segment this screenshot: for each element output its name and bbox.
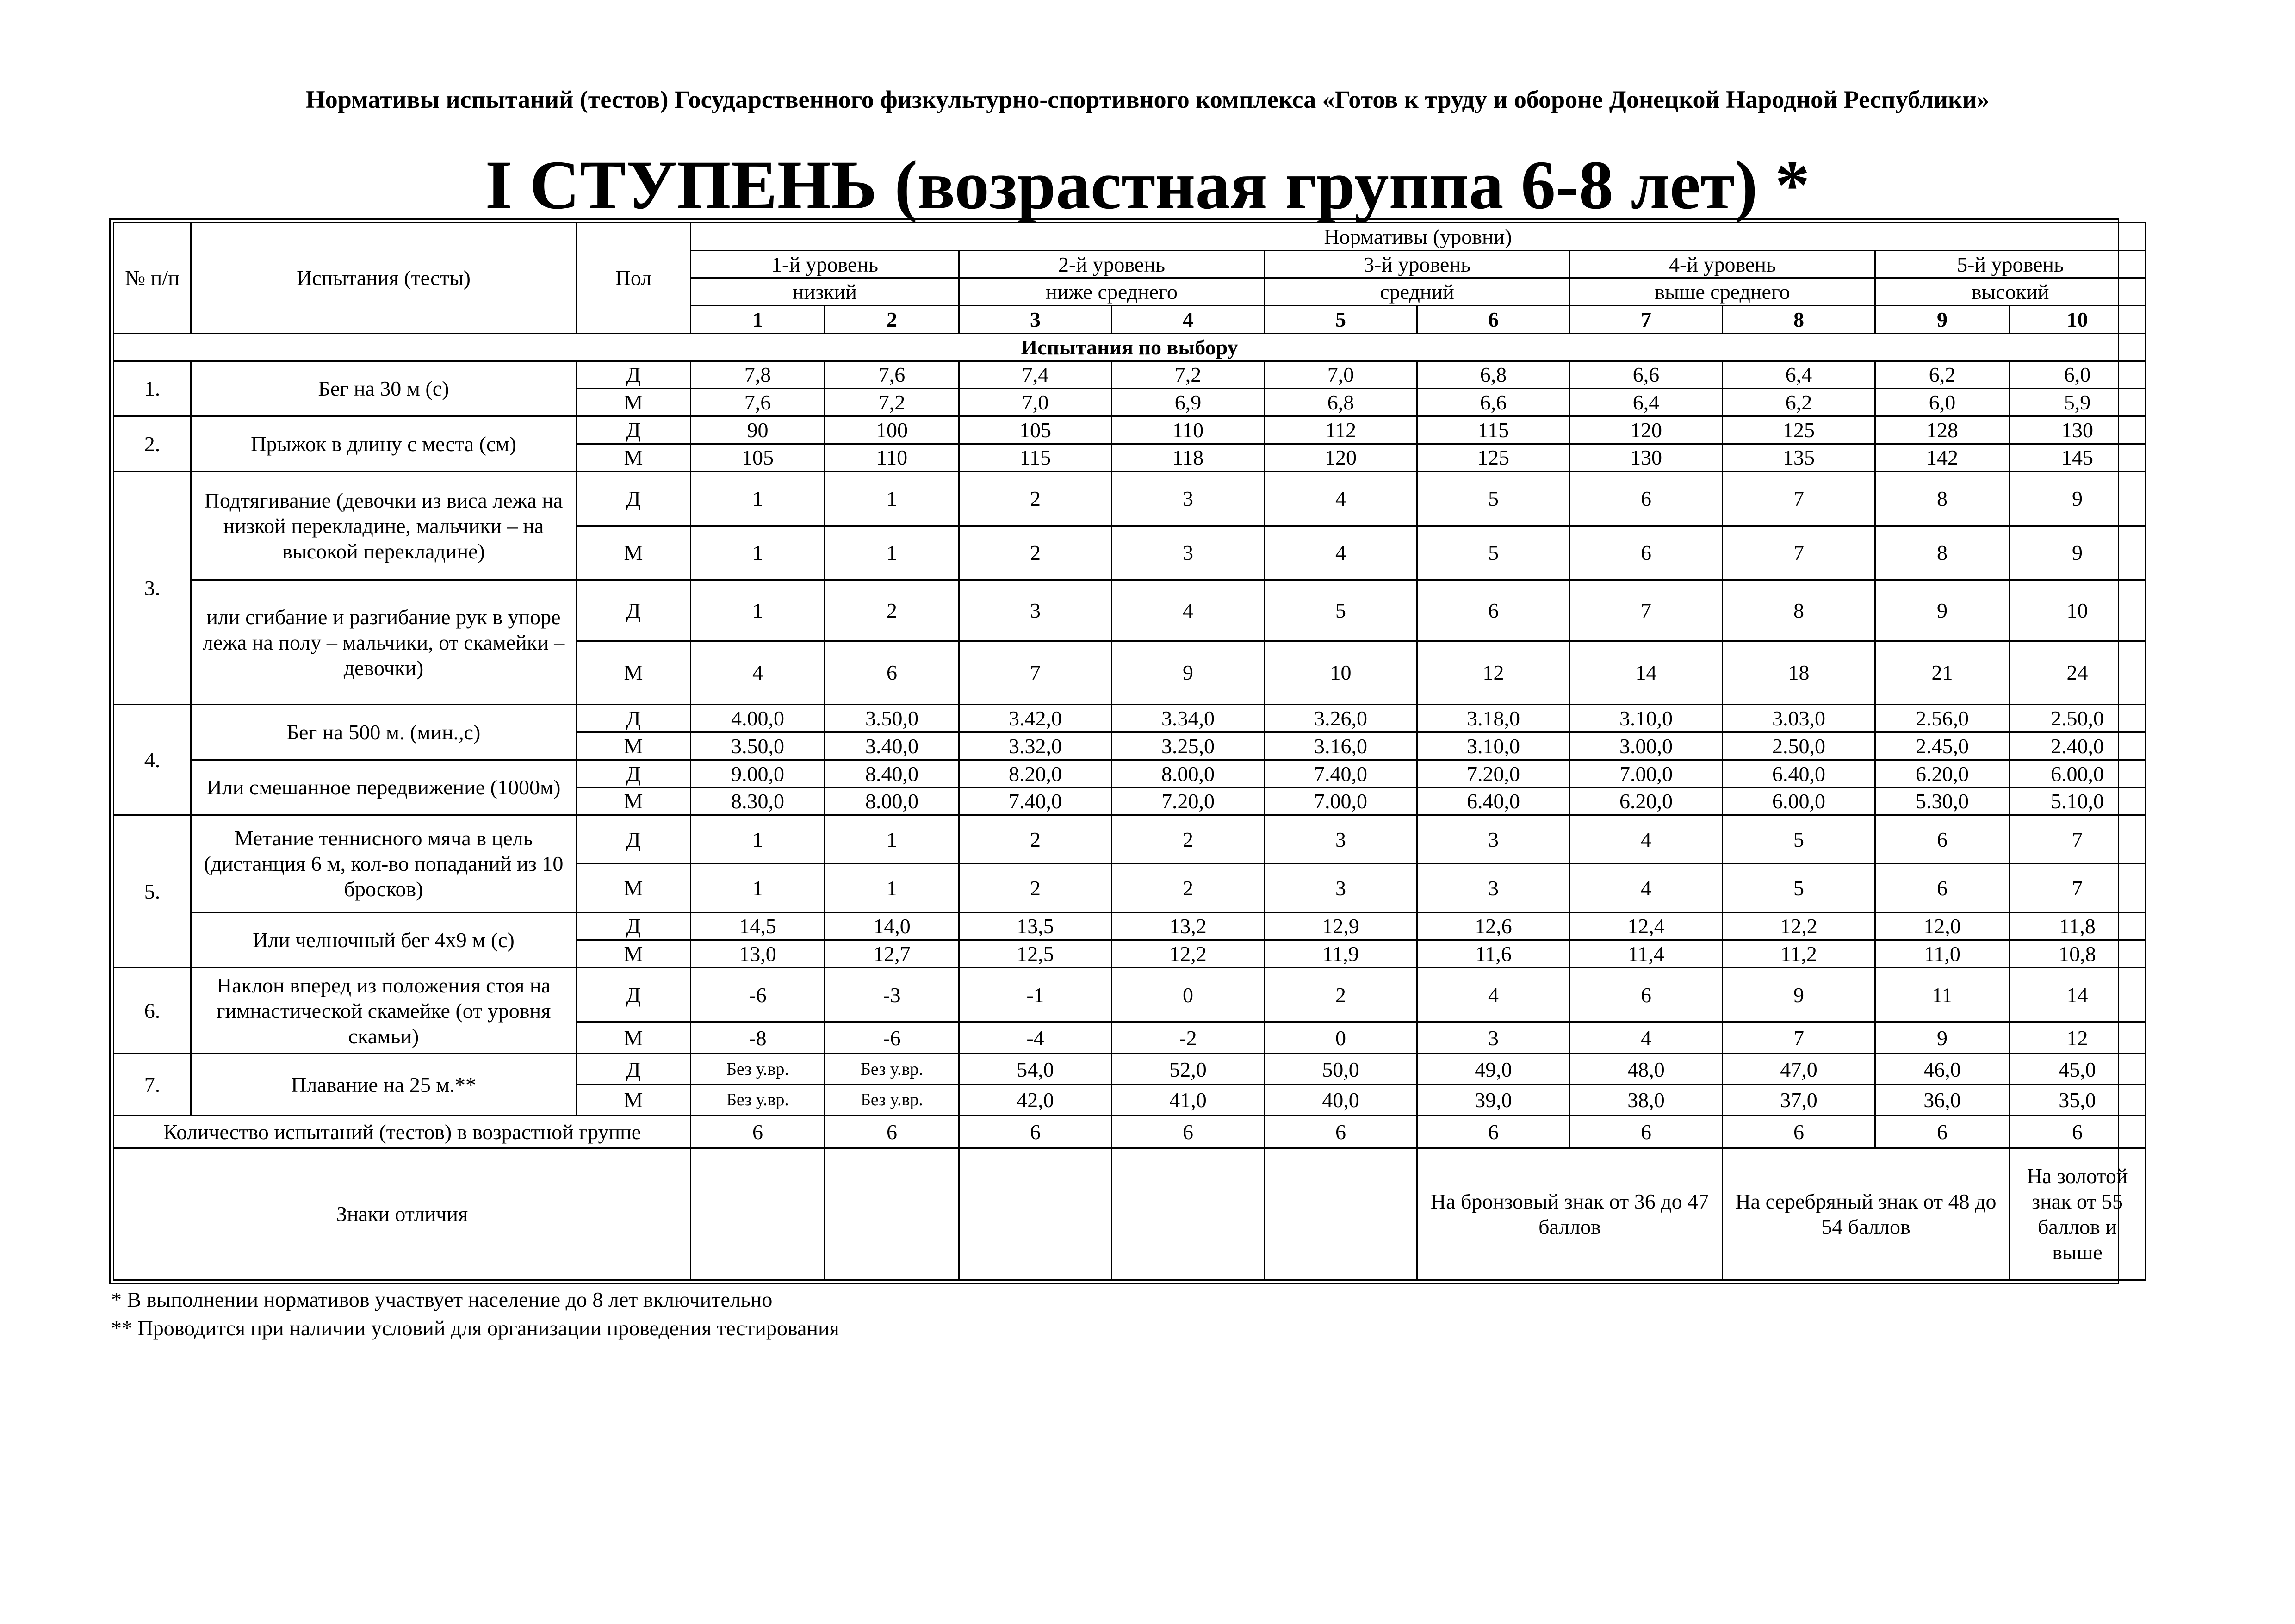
score-cell: 3.25,0 — [1112, 732, 1265, 760]
score-cell: 115 — [1417, 416, 1570, 444]
score-cell: 0 — [1265, 1022, 1417, 1054]
sex-cell: Д — [577, 361, 691, 389]
score-cell: 3.10,0 — [1570, 705, 1723, 732]
test-number: 3. — [114, 471, 191, 705]
score-cell: 105 — [959, 416, 1112, 444]
sex-cell: М — [577, 526, 691, 580]
score-cell: 4 — [1570, 1022, 1723, 1054]
score-cell: 5 — [1417, 471, 1570, 526]
badge-empty-cell — [691, 1148, 825, 1280]
score-cell: 24 — [2010, 641, 2146, 705]
score-cell: 110 — [825, 444, 959, 471]
score-cell: 7.20,0 — [1417, 760, 1570, 787]
score-col-3: 3 — [959, 306, 1112, 334]
score-cell: 3 — [1265, 815, 1417, 864]
score-cell: 1 — [691, 864, 825, 912]
score-cell: 1 — [825, 815, 959, 864]
score-cell: 3.32,0 — [959, 732, 1112, 760]
header-num: № п/п — [114, 223, 191, 334]
score-cell: 6 — [1570, 526, 1723, 580]
score-cell: 7,8 — [691, 361, 825, 389]
score-cell: 2 — [1265, 967, 1417, 1022]
score-cell: 8.40,0 — [825, 760, 959, 787]
score-cell: 112 — [1265, 416, 1417, 444]
sex-cell: Д — [577, 912, 691, 940]
table-row — [114, 967, 2146, 1022]
score-cell: 4 — [1265, 471, 1417, 526]
header-level-name-5: высокий — [1875, 278, 2146, 306]
score-cell: 7.20,0 — [1112, 787, 1265, 815]
footnote-2: ** Проводится при наличии условий для организации проведения тестирования — [111, 1316, 839, 1340]
score-cell: 120 — [1570, 416, 1723, 444]
score-cell: 50,0 — [1265, 1054, 1417, 1085]
score-cell: 5 — [1417, 526, 1570, 580]
score-cell: 8.00,0 — [825, 787, 959, 815]
score-cell: 37,0 — [1723, 1085, 1875, 1116]
score-col-4: 4 — [1112, 306, 1265, 334]
count-cell: 6 — [825, 1116, 959, 1148]
header-test: Испытания (тесты) — [191, 223, 577, 334]
sex-cell: М — [577, 864, 691, 912]
score-cell: 130 — [1570, 444, 1723, 471]
score-cell: 7 — [1723, 471, 1875, 526]
document-header: Нормативы испытаний (тестов) Государственного физкультурно-спортивного комплекса «Готов к труду и обороне Донецкой Народной Республики» — [305, 86, 1990, 113]
score-cell: 12 — [1417, 641, 1570, 705]
score-cell: 6.00,0 — [1723, 787, 1875, 815]
score-cell: -4 — [959, 1022, 1112, 1054]
badge-empty-cell — [959, 1148, 1112, 1280]
norms-table-frame — [109, 218, 2128, 1284]
sex-cell: Д — [577, 760, 691, 787]
score-cell: 3 — [959, 580, 1112, 641]
score-cell: 6 — [825, 641, 959, 705]
score-cell: 2 — [825, 580, 959, 641]
score-cell: 6 — [1570, 967, 1723, 1022]
score-cell: 2.50,0 — [1723, 732, 1875, 760]
score-cell: 100 — [825, 416, 959, 444]
score-cell: 1 — [691, 815, 825, 864]
test-name: Метание теннисного мяча в цель (дистанция 6 м, кол-во попаданий из 10 бросков) — [191, 815, 577, 912]
score-cell: 145 — [2010, 444, 2146, 471]
score-cell: 125 — [1417, 444, 1570, 471]
score-cell: 2 — [1112, 815, 1265, 864]
count-cell: 6 — [1723, 1116, 1875, 1148]
score-cell: 6 — [1875, 815, 2010, 864]
score-cell: 48,0 — [1570, 1054, 1723, 1085]
score-cell: 3.40,0 — [825, 732, 959, 760]
score-cell: 47,0 — [1723, 1054, 1875, 1085]
score-cell: 1 — [825, 526, 959, 580]
score-cell: 7.00,0 — [1265, 787, 1417, 815]
score-cell: 13,0 — [691, 940, 825, 968]
badge-bronze: На бронзовый знак от 36 до 47 баллов — [1417, 1148, 1723, 1280]
score-cell: 12,7 — [825, 940, 959, 968]
table-row — [114, 1054, 2146, 1085]
score-cell: 7,2 — [825, 389, 959, 416]
score-cell: 2 — [959, 471, 1112, 526]
score-col-1: 1 — [691, 306, 825, 334]
score-cell: 6,2 — [1875, 361, 2010, 389]
score-cell: 52,0 — [1112, 1054, 1265, 1085]
score-col-5: 5 — [1265, 306, 1417, 334]
score-cell: 2.50,0 — [2010, 705, 2146, 732]
score-cell: 7 — [959, 641, 1112, 705]
sex-cell: М — [577, 444, 691, 471]
score-cell: Без у.вр. — [825, 1054, 959, 1085]
score-cell: 1 — [691, 526, 825, 580]
score-cell: 7 — [2010, 864, 2146, 912]
score-cell: 10 — [1265, 641, 1417, 705]
score-cell: 6.40,0 — [1417, 787, 1570, 815]
score-cell: 3.10,0 — [1417, 732, 1570, 760]
score-cell: 21 — [1875, 641, 2010, 705]
score-cell: 128 — [1875, 416, 2010, 444]
score-cell: 11,9 — [1265, 940, 1417, 968]
score-cell: 6,9 — [1112, 389, 1265, 416]
test-name: Прыжок в длину с места (см) — [191, 416, 577, 471]
score-cell: 5,9 — [2010, 389, 2146, 416]
score-cell: 2 — [959, 864, 1112, 912]
score-cell: -8 — [691, 1022, 825, 1054]
score-cell: 3.18,0 — [1417, 705, 1570, 732]
score-cell: 6,6 — [1570, 361, 1723, 389]
score-cell: -2 — [1112, 1022, 1265, 1054]
score-cell: 118 — [1112, 444, 1265, 471]
footnotes — [111, 1285, 839, 1343]
score-cell: 115 — [959, 444, 1112, 471]
score-cell: 3.00,0 — [1570, 732, 1723, 760]
score-cell: Без у.вр. — [691, 1085, 825, 1116]
score-cell: 5 — [1265, 580, 1417, 641]
score-cell: 120 — [1265, 444, 1417, 471]
sex-cell: М — [577, 787, 691, 815]
sex-cell: Д — [577, 580, 691, 641]
score-cell: 7 — [1723, 526, 1875, 580]
score-cell: 54,0 — [959, 1054, 1112, 1085]
score-cell: 18 — [1723, 641, 1875, 705]
header-norms: Нормативы (уровни) — [691, 223, 2146, 251]
score-cell: 4 — [1570, 864, 1723, 912]
count-cell: 6 — [691, 1116, 825, 1148]
score-cell: 6,4 — [1723, 361, 1875, 389]
sex-cell: Д — [577, 471, 691, 526]
score-cell: 1 — [825, 864, 959, 912]
score-cell: 5.10,0 — [2010, 787, 2146, 815]
score-cell: 7.40,0 — [1265, 760, 1417, 787]
table-row — [114, 361, 2146, 389]
score-cell: 6.20,0 — [1875, 760, 2010, 787]
sex-cell: М — [577, 732, 691, 760]
score-cell: 8.00,0 — [1112, 760, 1265, 787]
score-cell: 41,0 — [1112, 1085, 1265, 1116]
table-row — [114, 912, 2146, 940]
header-level-1: 1-й уровень — [691, 250, 959, 278]
score-cell: 5 — [1723, 864, 1875, 912]
score-cell: 6,0 — [2010, 361, 2146, 389]
score-cell: 90 — [691, 416, 825, 444]
sex-cell: Д — [577, 967, 691, 1022]
score-cell: 12,5 — [959, 940, 1112, 968]
score-cell: 12,2 — [1112, 940, 1265, 968]
score-cell: 3.42,0 — [959, 705, 1112, 732]
score-cell: 12,2 — [1723, 912, 1875, 940]
test-name: Бег на 500 м. (мин.,с) — [191, 705, 577, 760]
header-level-name-2: ниже среднего — [959, 278, 1265, 306]
score-cell: 8 — [1723, 580, 1875, 641]
score-cell: 10,8 — [2010, 940, 2146, 968]
score-cell: 3 — [1112, 471, 1265, 526]
score-cell: 9 — [2010, 526, 2146, 580]
badge-silver: На серебряный знак от 48 до 54 баллов — [1723, 1148, 2010, 1280]
score-cell: 11,6 — [1417, 940, 1570, 968]
score-cell: 7 — [1723, 1022, 1875, 1054]
score-cell: 14 — [2010, 967, 2146, 1022]
table-row — [114, 760, 2146, 787]
count-cell: 6 — [1417, 1116, 1570, 1148]
score-cell: 3.50,0 — [825, 705, 959, 732]
score-cell: 14 — [1570, 641, 1723, 705]
score-cell: 7.00,0 — [1570, 760, 1723, 787]
score-cell: 9 — [1112, 641, 1265, 705]
badge-empty-cell — [825, 1148, 959, 1280]
score-cell: 5 — [1723, 815, 1875, 864]
count-cell: 6 — [2010, 1116, 2146, 1148]
header-level-5: 5-й уровень — [1875, 250, 2146, 278]
test-name: Наклон вперед из положения стоя на гимнастической скамейке (от уровня скамьи) — [191, 967, 577, 1054]
sex-cell: М — [577, 1022, 691, 1054]
table-row — [114, 471, 2146, 526]
test-name: Подтягивание (девочки из виса лежа на низкой перекладине, мальчики – на высокой перекладине) — [191, 471, 577, 580]
score-cell: 3.26,0 — [1265, 705, 1417, 732]
score-cell: 5.30,0 — [1875, 787, 2010, 815]
header-level-name-4: выше среднего — [1570, 278, 1875, 306]
score-cell: 3 — [1112, 526, 1265, 580]
score-cell: 110 — [1112, 416, 1265, 444]
badge-empty-cell — [1265, 1148, 1417, 1280]
test-number: 7. — [114, 1054, 191, 1116]
score-cell: 11,2 — [1723, 940, 1875, 968]
score-cell: 4.00,0 — [691, 705, 825, 732]
score-cell: 7,2 — [1112, 361, 1265, 389]
score-cell: 12,6 — [1417, 912, 1570, 940]
score-cell: 6.00,0 — [2010, 760, 2146, 787]
score-cell: -6 — [691, 967, 825, 1022]
score-cell: 14,5 — [691, 912, 825, 940]
score-cell: 6.40,0 — [1723, 760, 1875, 787]
score-cell: 7,6 — [691, 389, 825, 416]
test-number: 4. — [114, 705, 191, 815]
score-col-9: 9 — [1875, 306, 2010, 334]
score-cell: 6,8 — [1265, 389, 1417, 416]
score-cell: 2 — [959, 815, 1112, 864]
header-level-2: 2-й уровень — [959, 250, 1265, 278]
score-cell: 9 — [2010, 471, 2146, 526]
score-cell: 39,0 — [1417, 1085, 1570, 1116]
test-number: 1. — [114, 361, 191, 416]
sex-cell: Д — [577, 815, 691, 864]
score-cell: 3 — [1417, 864, 1570, 912]
score-cell: 12 — [2010, 1022, 2146, 1054]
test-name: Плавание на 25 м.** — [191, 1054, 577, 1116]
table-row — [114, 416, 2146, 444]
score-cell: 6 — [1570, 471, 1723, 526]
score-cell: 2.40,0 — [2010, 732, 2146, 760]
score-cell: 35,0 — [2010, 1085, 2146, 1116]
table-row — [114, 705, 2146, 732]
score-col-6: 6 — [1417, 306, 1570, 334]
score-cell: 6,4 — [1570, 389, 1723, 416]
score-cell: 40,0 — [1265, 1085, 1417, 1116]
norms-table — [113, 222, 2146, 1281]
count-cell: 6 — [1112, 1116, 1265, 1148]
score-cell: 3.34,0 — [1112, 705, 1265, 732]
score-cell: 7,0 — [959, 389, 1112, 416]
table-row — [114, 815, 2146, 864]
badge-gold: На золотой знак от 55 баллов и выше — [2010, 1148, 2146, 1280]
score-cell: 8 — [1875, 526, 2010, 580]
score-cell: 45,0 — [2010, 1054, 2146, 1085]
score-cell: Без у.вр. — [825, 1085, 959, 1116]
score-cell: -3 — [825, 967, 959, 1022]
score-cell: 6 — [1417, 580, 1570, 641]
table-row — [114, 580, 2146, 641]
score-col-8: 8 — [1723, 306, 1875, 334]
badges-label: Знаки отличия — [114, 1148, 691, 1280]
score-col-2: 2 — [825, 306, 959, 334]
score-cell: 11,8 — [2010, 912, 2146, 940]
score-cell: 12,9 — [1265, 912, 1417, 940]
footnote-1: * В выполнении нормативов участвует население до 8 лет включительно — [111, 1288, 773, 1311]
score-cell: 6,6 — [1417, 389, 1570, 416]
score-cell: 8.20,0 — [959, 760, 1112, 787]
score-cell: 0 — [1112, 967, 1265, 1022]
score-cell: 11,0 — [1875, 940, 2010, 968]
score-cell: -6 — [825, 1022, 959, 1054]
score-cell: 49,0 — [1417, 1054, 1570, 1085]
test-name: Или челночный бег 4х9 м (с) — [191, 912, 577, 967]
section-title: Испытания по выбору — [114, 333, 2146, 361]
count-cell: 6 — [1570, 1116, 1723, 1148]
score-cell: 36,0 — [1875, 1085, 2010, 1116]
score-cell: 7 — [2010, 815, 2146, 864]
sex-cell: Д — [577, 416, 691, 444]
score-col-10: 10 — [2010, 306, 2146, 334]
score-cell: 2.45,0 — [1875, 732, 2010, 760]
score-cell: 4 — [1570, 815, 1723, 864]
score-cell: 3.16,0 — [1265, 732, 1417, 760]
score-cell: 6,0 — [1875, 389, 2010, 416]
score-cell: 7,0 — [1265, 361, 1417, 389]
score-cell: 7 — [1570, 580, 1723, 641]
score-cell: 1 — [691, 471, 825, 526]
score-cell: 2.56,0 — [1875, 705, 2010, 732]
sex-cell: Д — [577, 705, 691, 732]
test-number: 5. — [114, 815, 191, 968]
document-title: I СТУПЕНЬ (возрастная группа 6-8 лет) * — [485, 147, 1810, 223]
score-cell: 12,0 — [1875, 912, 2010, 940]
score-cell: 11,4 — [1570, 940, 1723, 968]
score-cell: 14,0 — [825, 912, 959, 940]
test-number: 2. — [114, 416, 191, 471]
badge-empty-cell — [1112, 1148, 1265, 1280]
score-cell: 9.00,0 — [691, 760, 825, 787]
header-sex: Пол — [577, 223, 691, 334]
score-cell: 3 — [1417, 815, 1570, 864]
test-number: 6. — [114, 967, 191, 1054]
score-cell: 9 — [1875, 1022, 2010, 1054]
score-cell: 6 — [1875, 864, 2010, 912]
score-cell: 9 — [1875, 580, 2010, 641]
score-cell: 105 — [691, 444, 825, 471]
score-cell: 13,5 — [959, 912, 1112, 940]
score-cell: 10 — [2010, 580, 2146, 641]
header-level-name-3: средний — [1265, 278, 1570, 306]
score-cell: 6.20,0 — [1570, 787, 1723, 815]
score-cell: 6,8 — [1417, 361, 1570, 389]
count-cell: 6 — [959, 1116, 1112, 1148]
sex-cell: М — [577, 940, 691, 968]
score-cell: Без у.вр. — [691, 1054, 825, 1085]
score-cell: 135 — [1723, 444, 1875, 471]
score-cell: 130 — [2010, 416, 2146, 444]
sex-cell: М — [577, 641, 691, 705]
score-cell: 7,4 — [959, 361, 1112, 389]
header-level-3: 3-й уровень — [1265, 250, 1570, 278]
count-cell: 6 — [1265, 1116, 1417, 1148]
count-label: Количество испытаний (тестов) в возрастной группе — [114, 1116, 691, 1148]
test-name: Или смешанное передвижение (1000м) — [191, 760, 577, 815]
score-cell: 1 — [691, 580, 825, 641]
score-cell: 2 — [959, 526, 1112, 580]
score-cell: 9 — [1723, 967, 1875, 1022]
score-cell: 46,0 — [1875, 1054, 2010, 1085]
sex-cell: М — [577, 389, 691, 416]
score-cell: 11 — [1875, 967, 2010, 1022]
score-cell: 7,6 — [825, 361, 959, 389]
score-cell: 42,0 — [959, 1085, 1112, 1116]
score-cell: 1 — [825, 471, 959, 526]
count-cell: 6 — [1875, 1116, 2010, 1148]
test-name: Бег на 30 м (с) — [191, 361, 577, 416]
score-cell: 3 — [1265, 864, 1417, 912]
score-cell: 4 — [1112, 580, 1265, 641]
score-cell: 38,0 — [1570, 1085, 1723, 1116]
header-level-name-1: низкий — [691, 278, 959, 306]
score-cell: 142 — [1875, 444, 2010, 471]
score-cell: 6,2 — [1723, 389, 1875, 416]
score-cell: 4 — [691, 641, 825, 705]
score-cell: 3.03,0 — [1723, 705, 1875, 732]
score-cell: 12,4 — [1570, 912, 1723, 940]
score-cell: 8.30,0 — [691, 787, 825, 815]
score-cell: -1 — [959, 967, 1112, 1022]
score-cell: 3.50,0 — [691, 732, 825, 760]
score-cell: 4 — [1265, 526, 1417, 580]
score-cell: 13,2 — [1112, 912, 1265, 940]
sex-cell: Д — [577, 1054, 691, 1085]
sex-cell: М — [577, 1085, 691, 1116]
score-col-7: 7 — [1570, 306, 1723, 334]
score-cell: 4 — [1417, 967, 1570, 1022]
score-cell: 3 — [1417, 1022, 1570, 1054]
test-name: или сгибание и разгибание рук в упоре лежа на полу – мальчики, от скамейки – девочки) — [191, 580, 577, 705]
score-cell: 2 — [1112, 864, 1265, 912]
score-cell: 8 — [1875, 471, 2010, 526]
score-cell: 125 — [1723, 416, 1875, 444]
score-cell: 7.40,0 — [959, 787, 1112, 815]
header-level-4: 4-й уровень — [1570, 250, 1875, 278]
